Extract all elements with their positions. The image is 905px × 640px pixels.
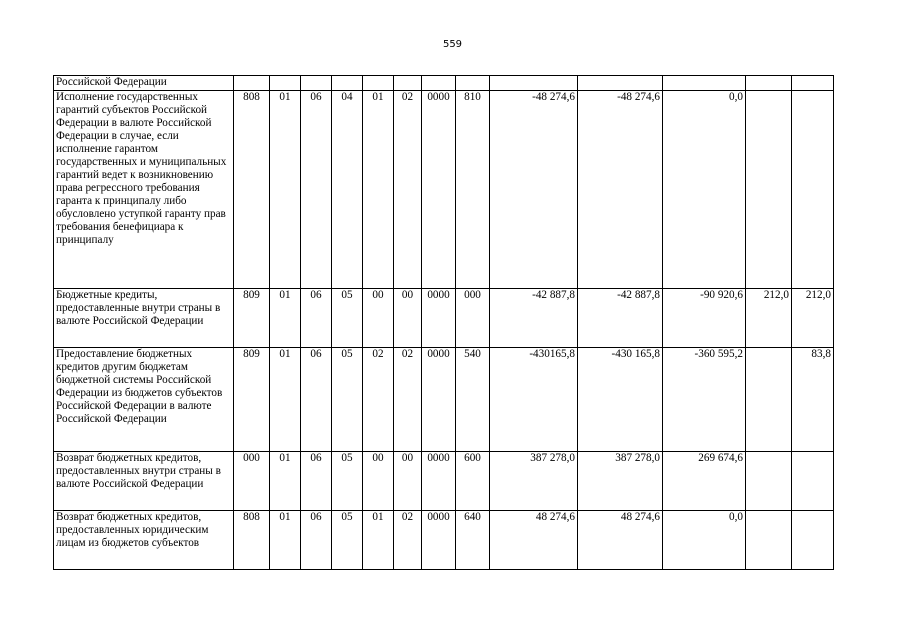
code-cell [363,76,394,91]
amount-cell: 269 674,6 [663,452,746,511]
code-cell: 05 [332,511,363,570]
amount-cell: 0,0 [663,511,746,570]
amount-cell: 387 278,0 [490,452,578,511]
code-cell: 0000 [422,91,456,289]
table-row [54,76,834,91]
amount-cell [578,76,663,91]
amount-cell [792,91,834,289]
table-row [54,452,834,511]
code-cell [422,76,456,91]
code-cell: 01 [270,289,301,348]
code-cell: 809 [234,289,270,348]
code-cell: 00 [394,289,422,348]
amount-cell: -42 887,8 [578,289,663,348]
table-row [54,511,834,570]
amount-cell: -48 274,6 [490,91,578,289]
code-cell: 00 [394,452,422,511]
code-cell: 01 [270,91,301,289]
table-row [54,348,834,452]
amount-cell [746,511,792,570]
code-cell [394,76,422,91]
amount-cell [746,91,792,289]
code-cell: 02 [363,348,394,452]
amount-cell: 212,0 [746,289,792,348]
row-name-cell: Российской Федерации [54,76,234,91]
code-cell: 01 [363,511,394,570]
amount-cell: -48 274,6 [578,91,663,289]
code-cell: 06 [301,511,332,570]
code-cell: 05 [332,348,363,452]
code-cell: 000 [234,452,270,511]
amount-cell: -430 165,8 [578,348,663,452]
row-name-cell: Исполнение государственных гарантий субъектов Российской Федерации в валюте Российской Федерации в случае, если исполнение гарантом государственных и муниципальных гарантий ведет к возникновению права регрессного требования гаранта к принципалу либо обусловлено уступкой гаранту прав требования бенефициара к принципалу [54,91,234,289]
row-name-cell: Возврат бюджетных кредитов, предоставленных внутри страны в валюте Российской Федерации [54,452,234,511]
amount-cell [663,76,746,91]
amount-cell: 48 274,6 [578,511,663,570]
code-cell: 0000 [422,511,456,570]
code-cell: 0000 [422,452,456,511]
amount-cell [746,76,792,91]
amount-cell: -42 887,8 [490,289,578,348]
code-cell: 01 [270,511,301,570]
amount-cell: 212,0 [792,289,834,348]
code-cell: 540 [456,348,490,452]
code-cell: 809 [234,348,270,452]
code-cell: 01 [270,452,301,511]
code-cell [301,76,332,91]
code-cell: 808 [234,511,270,570]
code-cell: 06 [301,289,332,348]
amount-cell: 0,0 [663,91,746,289]
amount-cell [792,511,834,570]
code-cell: 600 [456,452,490,511]
amount-cell: -90 920,6 [663,289,746,348]
code-cell: 04 [332,91,363,289]
amount-cell: 387 278,0 [578,452,663,511]
code-cell: 810 [456,91,490,289]
amount-cell: -430165,8 [490,348,578,452]
amount-cell: 48 274,6 [490,511,578,570]
amount-cell: 83,8 [792,348,834,452]
page-number: 559 [442,39,463,50]
code-cell: 06 [301,348,332,452]
code-cell: 02 [394,511,422,570]
code-cell: 02 [394,348,422,452]
amount-cell [792,452,834,511]
table-row [54,91,834,289]
table-row [54,289,834,348]
code-cell [456,76,490,91]
code-cell: 01 [363,91,394,289]
row-name-cell: Предоставление бюджетных кредитов другим бюджетам бюджетной системы Российской Федерации из бюджетов субъектов Российской Федерации в валюте Российской Федерации [54,348,234,452]
row-name-cell: Возврат бюджетных кредитов, предоставленных юридическим лицам из бюджетов субъектов [54,511,234,570]
code-cell: 06 [301,91,332,289]
code-cell [332,76,363,91]
code-cell [234,76,270,91]
code-cell: 000 [456,289,490,348]
code-cell [270,76,301,91]
amount-cell: -360 595,2 [663,348,746,452]
code-cell: 06 [301,452,332,511]
code-cell: 640 [456,511,490,570]
code-cell: 808 [234,91,270,289]
row-name-cell: Бюджетные кредиты, предоставленные внутри страны в валюте Российской Федерации [54,289,234,348]
budget-table [53,75,834,570]
amount-cell [746,452,792,511]
amount-cell [792,76,834,91]
code-cell: 0000 [422,289,456,348]
code-cell: 05 [332,289,363,348]
code-cell: 02 [394,91,422,289]
code-cell: 00 [363,452,394,511]
code-cell: 01 [270,348,301,452]
code-cell: 0000 [422,348,456,452]
amount-cell [490,76,578,91]
code-cell: 00 [363,289,394,348]
code-cell: 05 [332,452,363,511]
amount-cell [746,348,792,452]
